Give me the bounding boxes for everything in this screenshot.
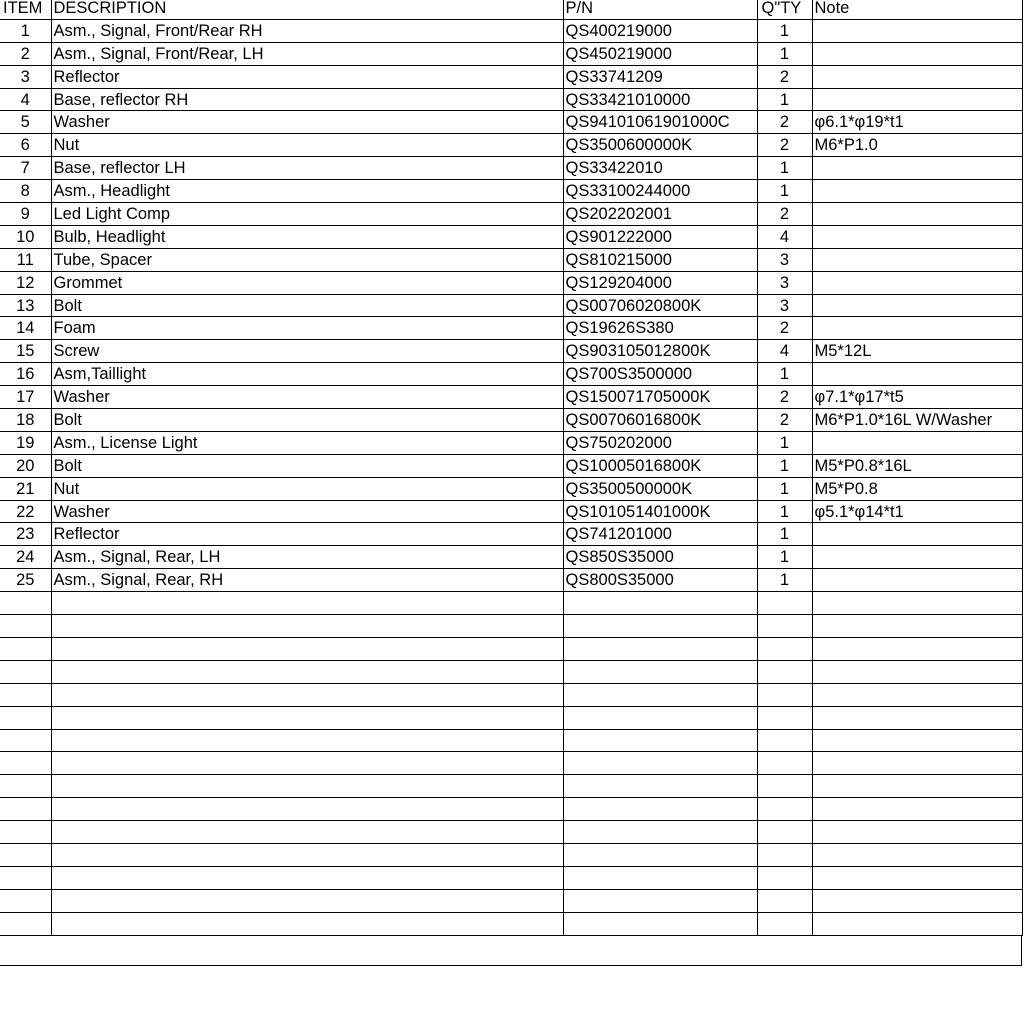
empty-cell (51, 660, 563, 683)
empty-row (0, 660, 1022, 683)
cell-item: 20 (0, 454, 51, 477)
empty-row (0, 912, 1022, 935)
cell-description: Base, reflector RH (51, 88, 563, 111)
empty-cell (0, 637, 51, 660)
empty-cell (51, 866, 563, 889)
cell-pn: QS33421010000 (563, 88, 757, 111)
cell-item: 11 (0, 248, 51, 271)
cell-pn: QS19626S380 (563, 317, 757, 340)
empty-cell (757, 775, 812, 798)
table-row (0, 454, 1022, 477)
cell-note (812, 248, 1022, 271)
footer-box (0, 936, 1022, 966)
cell-qty: 1 (757, 454, 812, 477)
cell-pn: QS3500500000K (563, 477, 757, 500)
cell-pn: QS101051401000K (563, 500, 757, 523)
cell-note (812, 42, 1022, 65)
cell-note: φ7.1*φ17*t5 (812, 386, 1022, 409)
empty-cell (812, 729, 1022, 752)
cell-note (812, 546, 1022, 569)
cell-description: Nut (51, 477, 563, 500)
empty-cell (51, 889, 563, 912)
cell-pn: QS901222000 (563, 225, 757, 248)
cell-item: 22 (0, 500, 51, 523)
cell-qty: 1 (757, 180, 812, 203)
table-row (0, 19, 1022, 42)
empty-cell (0, 615, 51, 638)
cell-description: Bolt (51, 409, 563, 432)
cell-note (812, 88, 1022, 111)
table-row (0, 42, 1022, 65)
cell-description: Bolt (51, 454, 563, 477)
empty-cell (812, 843, 1022, 866)
cell-item: 13 (0, 294, 51, 317)
cell-description: Nut (51, 134, 563, 157)
cell-description: Bolt (51, 294, 563, 317)
table-row (0, 340, 1022, 363)
table-row (0, 500, 1022, 523)
table-row (0, 523, 1022, 546)
cell-description: Asm., License Light (51, 431, 563, 454)
cell-description: Asm., Signal, Front/Rear RH (51, 19, 563, 42)
empty-cell (757, 592, 812, 615)
cell-qty: 1 (757, 569, 812, 592)
empty-cell (757, 706, 812, 729)
cell-item: 15 (0, 340, 51, 363)
cell-item: 25 (0, 569, 51, 592)
cell-qty: 3 (757, 294, 812, 317)
empty-cell (563, 729, 757, 752)
cell-pn: QS750202000 (563, 431, 757, 454)
cell-item: 12 (0, 271, 51, 294)
cell-pn: QS10005016800K (563, 454, 757, 477)
cell-description: Grommet (51, 271, 563, 294)
cell-qty: 1 (757, 88, 812, 111)
empty-cell (563, 706, 757, 729)
empty-cell (563, 660, 757, 683)
table-row (0, 294, 1022, 317)
header-pn: P/N (563, 0, 757, 19)
empty-row (0, 706, 1022, 729)
cell-item: 1 (0, 19, 51, 42)
empty-cell (757, 889, 812, 912)
empty-cell (563, 592, 757, 615)
cell-note (812, 294, 1022, 317)
cell-description: Tube, Spacer (51, 248, 563, 271)
empty-cell (0, 775, 51, 798)
table-row (0, 409, 1022, 432)
empty-cell (51, 706, 563, 729)
cell-pn: QS00706016800K (563, 409, 757, 432)
cell-qty: 1 (757, 42, 812, 65)
cell-pn: QS33741209 (563, 65, 757, 88)
cell-item: 23 (0, 523, 51, 546)
cell-note: φ6.1*φ19*t1 (812, 111, 1022, 134)
table-row (0, 225, 1022, 248)
cell-note (812, 271, 1022, 294)
cell-item: 19 (0, 431, 51, 454)
empty-row (0, 889, 1022, 912)
empty-cell (51, 843, 563, 866)
empty-cell (563, 821, 757, 844)
empty-cell (0, 729, 51, 752)
cell-note: M5*P0.8*16L (812, 454, 1022, 477)
cell-description: Led Light Comp (51, 203, 563, 226)
cell-qty: 1 (757, 431, 812, 454)
cell-item: 3 (0, 65, 51, 88)
table-row (0, 386, 1022, 409)
cell-description: Foam (51, 317, 563, 340)
parts-table-body (0, 19, 1022, 935)
cell-item: 5 (0, 111, 51, 134)
cell-item: 6 (0, 134, 51, 157)
cell-note (812, 431, 1022, 454)
cell-description: Asm., Signal, Front/Rear, LH (51, 42, 563, 65)
cell-description: Reflector (51, 523, 563, 546)
empty-cell (757, 843, 812, 866)
cell-description: Screw (51, 340, 563, 363)
cell-note (812, 523, 1022, 546)
cell-description: Base, reflector LH (51, 157, 563, 180)
empty-cell (0, 889, 51, 912)
empty-row (0, 798, 1022, 821)
table-row (0, 65, 1022, 88)
cell-qty: 1 (757, 363, 812, 386)
table-row (0, 180, 1022, 203)
empty-row (0, 821, 1022, 844)
cell-pn: QS00706020800K (563, 294, 757, 317)
empty-cell (0, 912, 51, 935)
cell-qty: 4 (757, 225, 812, 248)
empty-cell (0, 821, 51, 844)
cell-note (812, 569, 1022, 592)
header-note: Note (812, 0, 1022, 19)
table-row (0, 477, 1022, 500)
empty-cell (812, 889, 1022, 912)
empty-cell (563, 912, 757, 935)
cell-description: Reflector (51, 65, 563, 88)
cell-pn: QS33422010 (563, 157, 757, 180)
cell-qty: 1 (757, 546, 812, 569)
empty-cell (757, 866, 812, 889)
cell-pn: QS33100244000 (563, 180, 757, 203)
cell-qty: 3 (757, 248, 812, 271)
cell-pn: QS850S35000 (563, 546, 757, 569)
cell-item: 17 (0, 386, 51, 409)
cell-item: 10 (0, 225, 51, 248)
empty-cell (51, 729, 563, 752)
empty-cell (0, 706, 51, 729)
empty-row (0, 592, 1022, 615)
cell-item: 9 (0, 203, 51, 226)
cell-note (812, 203, 1022, 226)
cell-note (812, 65, 1022, 88)
empty-row (0, 866, 1022, 889)
empty-cell (0, 843, 51, 866)
empty-cell (812, 912, 1022, 935)
cell-item: 21 (0, 477, 51, 500)
table-row (0, 88, 1022, 111)
cell-qty: 2 (757, 386, 812, 409)
empty-cell (812, 821, 1022, 844)
table-row (0, 203, 1022, 226)
empty-cell (812, 866, 1022, 889)
empty-cell (757, 683, 812, 706)
cell-pn: QS3500600000K (563, 134, 757, 157)
cell-note: M6*P1.0 (812, 134, 1022, 157)
empty-cell (563, 775, 757, 798)
cell-qty: 2 (757, 65, 812, 88)
cell-qty: 4 (757, 340, 812, 363)
empty-cell (812, 683, 1022, 706)
cell-item: 2 (0, 42, 51, 65)
empty-cell (757, 729, 812, 752)
cell-pn: QS129204000 (563, 271, 757, 294)
cell-note (812, 19, 1022, 42)
empty-cell (51, 798, 563, 821)
cell-note: M6*P1.0*16L W/Washer (812, 409, 1022, 432)
empty-cell (812, 592, 1022, 615)
cell-pn: QS800S35000 (563, 569, 757, 592)
cell-description: Asm., Signal, Rear, RH (51, 569, 563, 592)
empty-row (0, 683, 1022, 706)
empty-cell (757, 821, 812, 844)
cell-pn: QS94101061901000C (563, 111, 757, 134)
cell-description: Bulb, Headlight (51, 225, 563, 248)
empty-cell (0, 592, 51, 615)
cell-item: 7 (0, 157, 51, 180)
cell-qty: 1 (757, 157, 812, 180)
empty-cell (757, 912, 812, 935)
empty-cell (757, 615, 812, 638)
empty-row (0, 637, 1022, 660)
cell-pn: QS700S3500000 (563, 363, 757, 386)
header-row (0, 0, 1022, 19)
cell-note (812, 363, 1022, 386)
empty-cell (563, 798, 757, 821)
empty-cell (757, 637, 812, 660)
empty-cell (812, 775, 1022, 798)
cell-pn: QS741201000 (563, 523, 757, 546)
table-row (0, 317, 1022, 340)
empty-cell (51, 752, 563, 775)
cell-description: Asm,Taillight (51, 363, 563, 386)
cell-description: Asm., Headlight (51, 180, 563, 203)
empty-cell (51, 683, 563, 706)
empty-cell (51, 615, 563, 638)
header-qty: Q"TY (757, 0, 812, 19)
cell-item: 18 (0, 409, 51, 432)
cell-description: Asm., Signal, Rear, LH (51, 546, 563, 569)
cell-note: φ5.1*φ14*t1 (812, 500, 1022, 523)
cell-item: 4 (0, 88, 51, 111)
empty-cell (757, 798, 812, 821)
table-row (0, 157, 1022, 180)
cell-pn: QS202202001 (563, 203, 757, 226)
cell-pn: QS810215000 (563, 248, 757, 271)
cell-qty: 1 (757, 477, 812, 500)
table-row (0, 363, 1022, 386)
cell-item: 24 (0, 546, 51, 569)
cell-note (812, 157, 1022, 180)
empty-cell (0, 683, 51, 706)
cell-description: Washer (51, 386, 563, 409)
cell-qty: 1 (757, 500, 812, 523)
cell-note (812, 225, 1022, 248)
empty-cell (51, 912, 563, 935)
empty-cell (812, 706, 1022, 729)
cell-note (812, 180, 1022, 203)
empty-cell (51, 775, 563, 798)
empty-cell (757, 660, 812, 683)
table-row (0, 546, 1022, 569)
empty-cell (0, 866, 51, 889)
cell-pn: QS400219000 (563, 19, 757, 42)
table-row (0, 271, 1022, 294)
empty-cell (0, 798, 51, 821)
empty-cell (563, 683, 757, 706)
cell-qty: 2 (757, 111, 812, 134)
empty-cell (0, 660, 51, 683)
empty-row (0, 843, 1022, 866)
table-row (0, 111, 1022, 134)
cell-qty: 3 (757, 271, 812, 294)
empty-cell (563, 637, 757, 660)
header-description: DESCRIPTION (51, 0, 563, 19)
cell-pn: QS450219000 (563, 42, 757, 65)
cell-note: M5*P0.8 (812, 477, 1022, 500)
cell-item: 14 (0, 317, 51, 340)
table-row (0, 431, 1022, 454)
table-row (0, 134, 1022, 157)
cell-qty: 1 (757, 19, 812, 42)
empty-cell (757, 752, 812, 775)
cell-qty: 2 (757, 317, 812, 340)
empty-cell (563, 866, 757, 889)
cell-item: 16 (0, 363, 51, 386)
empty-row (0, 775, 1022, 798)
header-item: ITEM (0, 0, 51, 19)
empty-row (0, 729, 1022, 752)
empty-cell (0, 752, 51, 775)
cell-qty: 2 (757, 134, 812, 157)
empty-cell (563, 615, 757, 638)
cell-qty: 1 (757, 523, 812, 546)
cell-pn: QS150071705000K (563, 386, 757, 409)
empty-cell (812, 615, 1022, 638)
empty-cell (812, 752, 1022, 775)
empty-cell (51, 592, 563, 615)
empty-cell (563, 752, 757, 775)
cell-description: Washer (51, 111, 563, 134)
cell-pn: QS903105012800K (563, 340, 757, 363)
cell-note: M5*12L (812, 340, 1022, 363)
empty-row (0, 615, 1022, 638)
cell-description: Washer (51, 500, 563, 523)
empty-cell (51, 637, 563, 660)
empty-cell (51, 821, 563, 844)
cell-qty: 2 (757, 203, 812, 226)
empty-row (0, 752, 1022, 775)
empty-cell (563, 843, 757, 866)
cell-item: 8 (0, 180, 51, 203)
table-row (0, 569, 1022, 592)
empty-cell (812, 637, 1022, 660)
table-row (0, 248, 1022, 271)
empty-cell (812, 660, 1022, 683)
empty-cell (563, 889, 757, 912)
empty-cell (812, 798, 1022, 821)
cell-qty: 2 (757, 409, 812, 432)
cell-note (812, 317, 1022, 340)
